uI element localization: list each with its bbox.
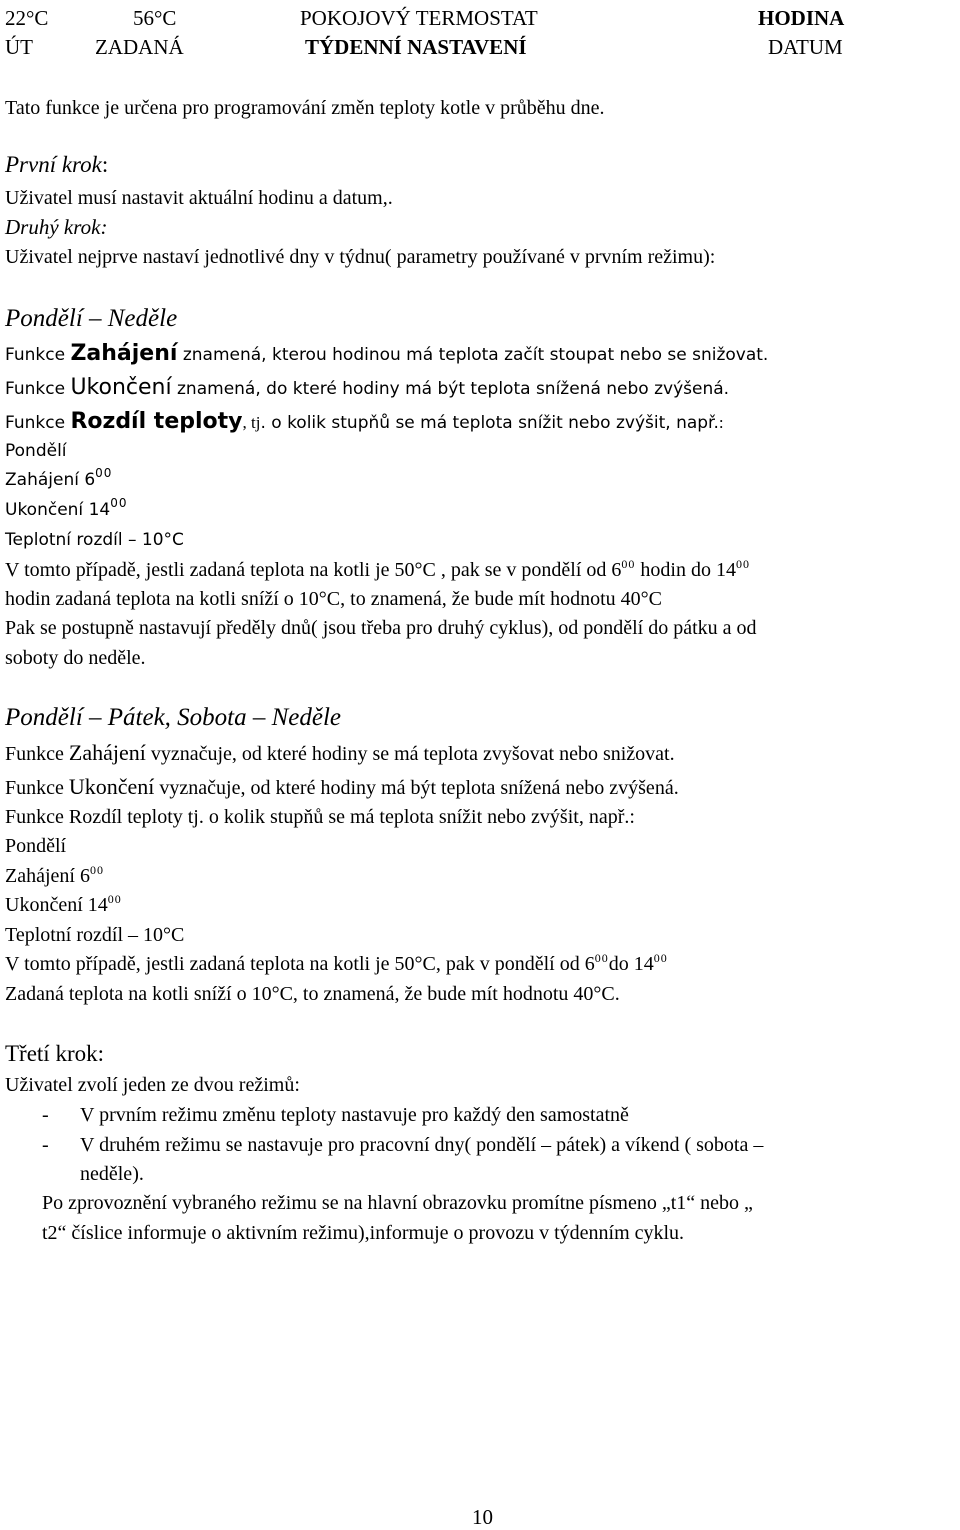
step3-item1-dash: - <box>42 1104 49 1126</box>
step3-text: Uživatel zvolí jeden ze dvou režimů: <box>5 1074 300 1096</box>
step3-item1-text: V prvním režimu změnu teploty nastavuje pro každý den samostatně <box>80 1104 629 1126</box>
step2-heading: Druhý krok: <box>5 215 108 239</box>
step3-heading: Třetí krok: <box>5 1041 104 1066</box>
section2-example-end: Ukončení $14^{00}$ <box>5 892 122 916</box>
section1-para2-line2: soboty do neděle. <box>5 647 146 669</box>
section2-para1-line2: Zadaná teplota na kotli sníží o 10°C, to znamená, že bude mít hodnotu 40°C. <box>5 983 620 1005</box>
header-hodina: HODINA <box>758 6 845 30</box>
section1-example-diff: Teplotní rozdíl – 10°C <box>5 530 184 550</box>
section1-heading: Pondělí – Neděle <box>5 305 178 332</box>
section1-example-day: Pondělí <box>5 441 67 461</box>
step3-para-line2: t2“ číslice informuje o aktivním režimu),informuje o provozu v týdenním cyklu. <box>42 1222 685 1244</box>
section1-para1-line1: V tomto případě, jestli zadaná teplota na kotli je 50°C , pak se v pondělí od $6^{00}$ hodin do $14^{00}$ <box>5 557 750 581</box>
header-zadana: ZADANÁ <box>95 35 184 59</box>
section2-example-start: Zahájení $6^{00}$ <box>5 863 104 887</box>
step3-para-line1: Po zprovoznění vybraného režimu se na hlavní obrazovku promítne písmeno „t1“ nebo „ <box>42 1192 753 1214</box>
step2-text: Uživatel nejprve nastaví jednotlivé dny v týdnu( parametry používané v prvním režimu): <box>5 246 716 268</box>
header-day: ÚT <box>5 35 33 59</box>
section1-line-start: Funkce Zahájení znamená, kterou hodinou má teplota začít stoupat nebo se snižovat. <box>5 341 769 366</box>
section2-line-start: Funkce Zahájení vyznačuje, od které hodiny se má teplota zvyšovat nebo snižovat. <box>5 740 675 765</box>
section2-example-day: Pondělí <box>5 835 67 857</box>
section2-para1-line1: V tomto případě, jestli zadaná teplota na kotli je 50°C, pak v pondělí od $6^{00}do$ $14^{00}$ <box>5 951 668 975</box>
section1-example-end: Ukončení $14^{00}$ <box>5 496 128 520</box>
page-number: 10 <box>472 1505 493 1529</box>
section1-line-end: Funkce Ukončení znamená, do které hodiny má být teplota snížená nebo zvýšená. <box>5 375 730 400</box>
intro-text: Tato funkce je určena pro programování změn teploty kotle v průběhu dne. <box>5 97 605 119</box>
section2-example-diff: Teplotní rozdíl – 10°C <box>5 924 185 946</box>
step3-item2-dash: - <box>42 1134 49 1156</box>
section2-line-end: Funkce Ukončení vyznačuje, od které hodiny má být teplota snížená nebo zvýšená. <box>5 774 679 799</box>
section1-example-start: Zahájení $6^{00}$ <box>5 466 113 490</box>
header-subtitle: TÝDENNÍ NASTAVENÍ <box>305 35 527 59</box>
section1-line-diff: Funkce Rozdíl teploty, tj. o kolik stupňů se má teplota snížit nebo zvýšit, např.: <box>5 409 724 434</box>
step1-heading: První krok: <box>5 152 109 177</box>
header-temp-boiler: 56°C <box>133 6 177 30</box>
header-title: POKOJOVÝ TERMOSTAT <box>300 6 538 30</box>
header-temp-current: 22°C <box>5 6 49 30</box>
section2-heading: Pondělí – Pátek, Sobota – Neděle <box>5 704 342 731</box>
step3-item2-text: V druhém režimu se nastavuje pro pracovní dny( pondělí – pátek) a víkend ( sobota – <box>80 1134 764 1156</box>
section1-para2-line1: Pak se postupně nastavují předěly dnů( jsou třeba pro druhý cyklus), od pondělí do pátku a od <box>5 617 757 639</box>
section1-para1-line2: hodin zadaná teplota na kotli sníží o 10°C, to znamená, že bude mít hodnotu 40°C <box>5 588 662 610</box>
section2-line-diff: Funkce Rozdíl teploty tj. o kolik stupňů se má teplota snížit nebo zvýšit, např.: <box>5 806 635 828</box>
step3-item2-cont: neděle). <box>80 1163 144 1185</box>
header-datum: DATUM <box>768 35 843 59</box>
step1-text: Uživatel musí nastavit aktuální hodinu a datum,. <box>5 187 393 209</box>
